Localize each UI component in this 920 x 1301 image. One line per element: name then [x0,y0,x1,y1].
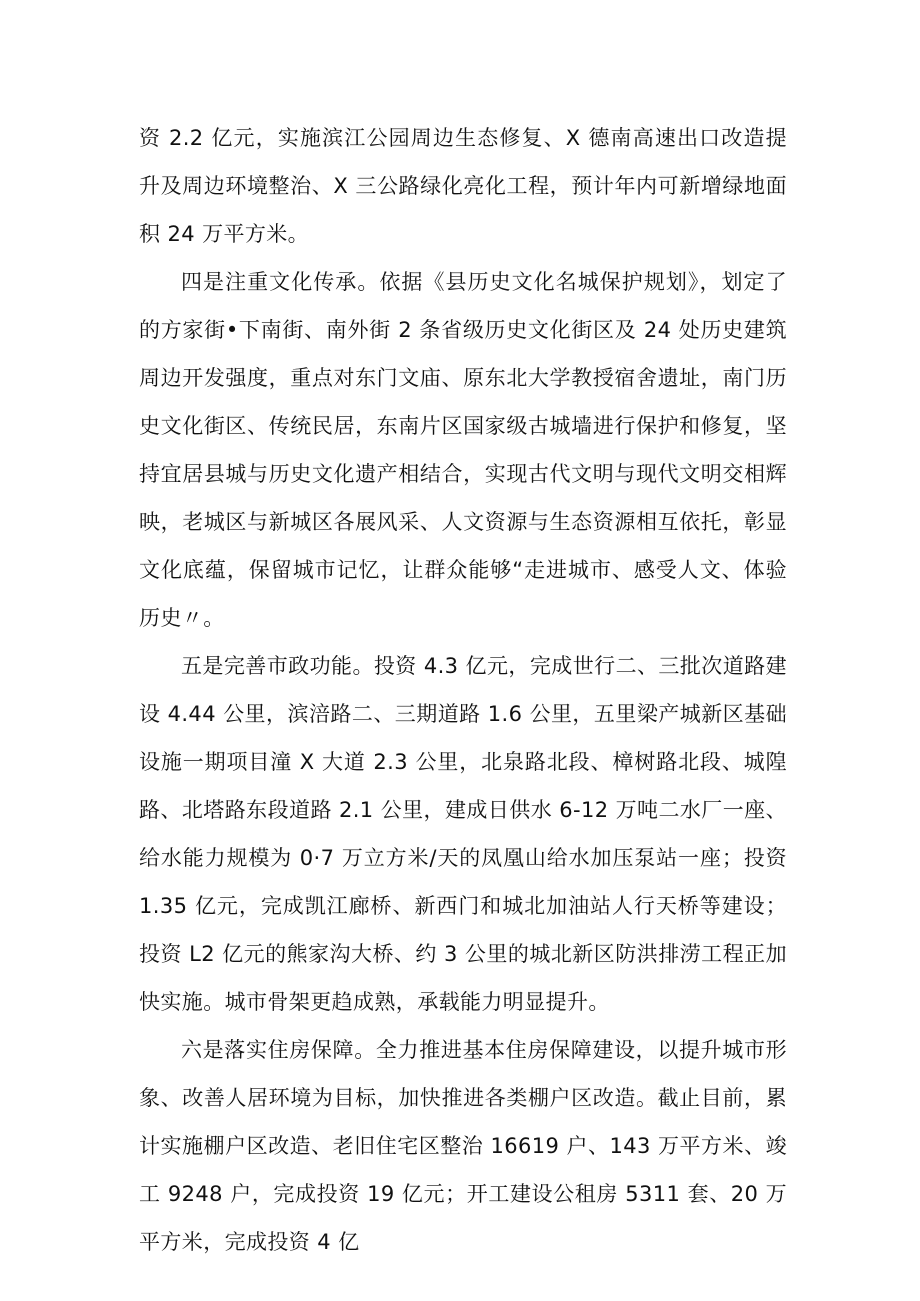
paragraph-culture-heritage: 四是注重文化传承。依据《县历史文化名城保护规划》，划定了的方家街•下南街、南外街 2 条省级历史文化街区及 24 处历史建筑周边开发强度，重点对东门文庙、原东北大学教授宿舍遗址，南门历史文化街区、传统民居，东南片区国家级古城墙进行保护和修复，坚持宜居县城与历史文化遗产相结合，实现古代文明与现代文明交相辉映，老城区与新城区各展风采、人文资源与生态资源相互依托，彰显文化底蕴，保留城市记忆，让群众能够“走进城市、感受人文、体验历史〃。 [139,270,787,630]
paragraph-housing-security: 六是落实住房保障。全力推进基本住房保障建设，以提升城市形象、改善人居环境为目标，加快推进各类棚户区改造。截止目前，累计实施棚户区改造、老旧住宅区整治 16619 户、143 万平方米、竣工 9248 户，完成投资 19 亿元；开工建设公租房 5311 套、20 万平方米，完成投资 4 亿 [139,1038,787,1254]
paragraph-continuation: 资 2.2 亿元，实施滨江公园周边生态修复、X 德南高速出口改造提升及周边环境整治、X 三公路绿化亮化工程，预计年内可新增绿地面积 24 万平方米。 [139,126,787,246]
body-text [139,114,787,1266]
paragraph-municipal-functions: 五是完善市政功能。投资 4.3 亿元，完成世行二、三批次道路建设 4.44 公里，滨涪路二、三期道路 1.6 公里，五里梁产城新区基础设施一期项目潼 X 大道 2.3 公里，北泉路北段、樟树路北段、城隍路、北塔路东段道路 2.1 公里，建成日供水 6-12 万吨二水厂一座、给水能力规模为 0·7 万立方米/天的凤凰山给水加压泵站一座；投资 1.35 亿元，完成凯江廊桥、新西门和城北加油站人行天桥等建设；投资 L2 亿元的熊家沟大桥、约 3 公里的城北新区防洪排涝工程正加快实施。城市骨架更趋成熟，承载能力明显提升。 [139,654,787,1014]
